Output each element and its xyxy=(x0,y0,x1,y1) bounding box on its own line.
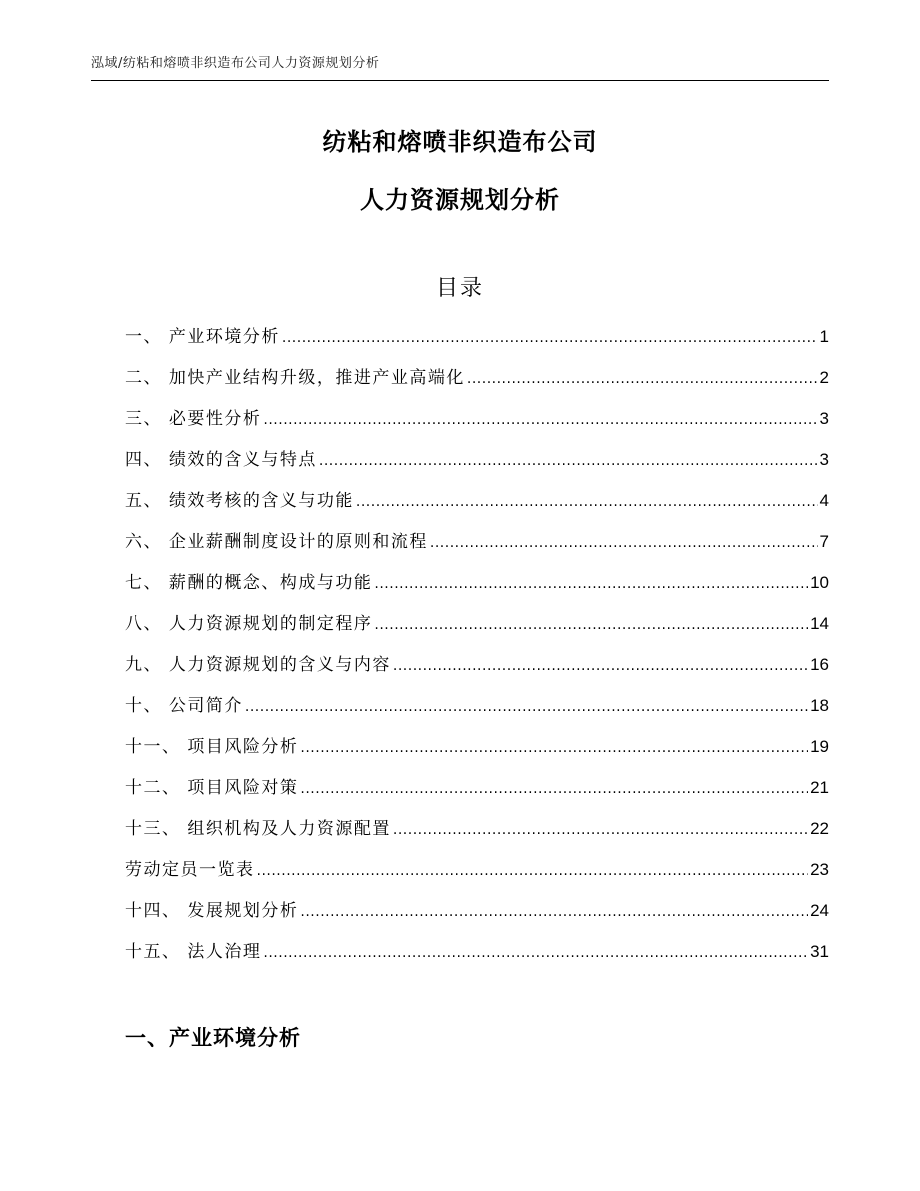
toc-dot-leader xyxy=(393,815,808,845)
toc-entry[interactable] xyxy=(125,363,829,404)
running-header: 泓域/纺粘和熔喷非织造布公司人力资源规划分析 xyxy=(91,56,380,71)
toc-entry[interactable] xyxy=(125,322,829,363)
toc-entry-label: 九、 人力资源规划的含义与内容 xyxy=(125,655,391,675)
toc-entry[interactable] xyxy=(125,773,829,814)
toc-entry-label: 七、 薪酬的概念、构成与功能 xyxy=(125,573,373,593)
document-title-line-2: 人力资源规划分析 xyxy=(360,186,560,214)
toc-dot-leader xyxy=(282,323,818,353)
toc-entry-label: 十一、 项目风险分析 xyxy=(125,737,299,757)
toc-entry-label: 五、 绩效考核的含义与功能 xyxy=(125,491,354,511)
toc-entry-page-number: 22 xyxy=(810,819,829,838)
toc-dot-leader xyxy=(245,692,808,722)
toc-dot-leader xyxy=(263,938,808,968)
toc-entry[interactable] xyxy=(125,568,829,609)
toc-entry-page-number: 31 xyxy=(810,942,829,961)
toc-entry-page-number: 1 xyxy=(819,327,829,346)
toc-dot-leader xyxy=(263,405,817,435)
toc-entry[interactable] xyxy=(125,896,829,937)
toc-entry-page-number: 3 xyxy=(819,450,829,469)
toc-entry[interactable] xyxy=(125,404,829,445)
toc-entry-page-number: 16 xyxy=(810,655,829,674)
toc-entry-label: 十二、 项目风险对策 xyxy=(125,778,299,798)
toc-entry-page-number: 19 xyxy=(810,737,829,756)
toc-entry-page-number: 14 xyxy=(810,614,829,633)
toc-entry[interactable] xyxy=(125,445,829,486)
toc-entry-label: 三、 必要性分析 xyxy=(125,409,262,429)
toc-entry-label: 劳动定员一览表 xyxy=(125,860,255,880)
toc-dot-leader xyxy=(257,856,809,886)
toc-dot-leader xyxy=(300,897,808,927)
toc-entry-page-number: 24 xyxy=(810,901,829,920)
toc-entry-label: 十三、 组织机构及人力资源配置 xyxy=(125,819,391,839)
toc-entry-label: 六、 企业薪酬制度设计的原则和流程 xyxy=(125,532,428,552)
toc-entry-label: 八、 人力资源规划的制定程序 xyxy=(125,614,373,634)
document-title-line-1: 纺粘和熔喷非织造布公司 xyxy=(322,128,598,156)
toc-dot-leader xyxy=(374,569,808,599)
toc-entry-page-number: 4 xyxy=(819,491,829,510)
toc-entry-label: 一、 产业环境分析 xyxy=(125,327,280,347)
toc-dot-leader xyxy=(430,528,818,558)
toc-entry-label: 四、 绩效的含义与特点 xyxy=(125,450,317,470)
toc-entry[interactable] xyxy=(125,937,829,978)
toc-dot-leader xyxy=(356,487,818,517)
toc-entry[interactable] xyxy=(125,814,829,855)
toc-entry[interactable] xyxy=(125,732,829,773)
toc-dot-leader xyxy=(393,651,808,681)
section-heading: 一、产业环境分析 xyxy=(125,1026,301,1050)
toc-entry-page-number: 7 xyxy=(819,532,829,551)
toc-entry-page-number: 10 xyxy=(810,573,829,592)
toc-entry-label: 二、 加快产业结构升级，推进产业高端化 xyxy=(125,368,465,388)
toc-entry[interactable] xyxy=(125,609,829,650)
toc-entry-label: 十四、 发展规划分析 xyxy=(125,901,299,921)
toc-entry[interactable] xyxy=(125,691,829,732)
table-of-contents xyxy=(125,322,829,978)
toc-heading: 目录 xyxy=(435,276,484,301)
toc-entry-page-number: 23 xyxy=(810,860,829,879)
toc-entry-page-number: 21 xyxy=(810,778,829,797)
toc-dot-leader xyxy=(467,364,818,394)
toc-entry[interactable] xyxy=(125,855,829,896)
toc-dot-leader xyxy=(300,774,808,804)
toc-entry-page-number: 3 xyxy=(819,409,829,428)
toc-dot-leader xyxy=(300,733,808,763)
toc-entry[interactable] xyxy=(125,486,829,527)
toc-entry[interactable] xyxy=(125,527,829,568)
toc-entry-label: 十五、 法人治理 xyxy=(125,942,262,962)
toc-dot-leader xyxy=(374,610,808,640)
toc-entry-page-number: 2 xyxy=(819,368,829,387)
toc-entry[interactable] xyxy=(125,650,829,691)
toc-entry-label: 十、 公司简介 xyxy=(125,696,243,716)
toc-dot-leader xyxy=(319,446,818,476)
toc-entry-page-number: 18 xyxy=(810,696,829,715)
header-divider xyxy=(91,80,829,81)
